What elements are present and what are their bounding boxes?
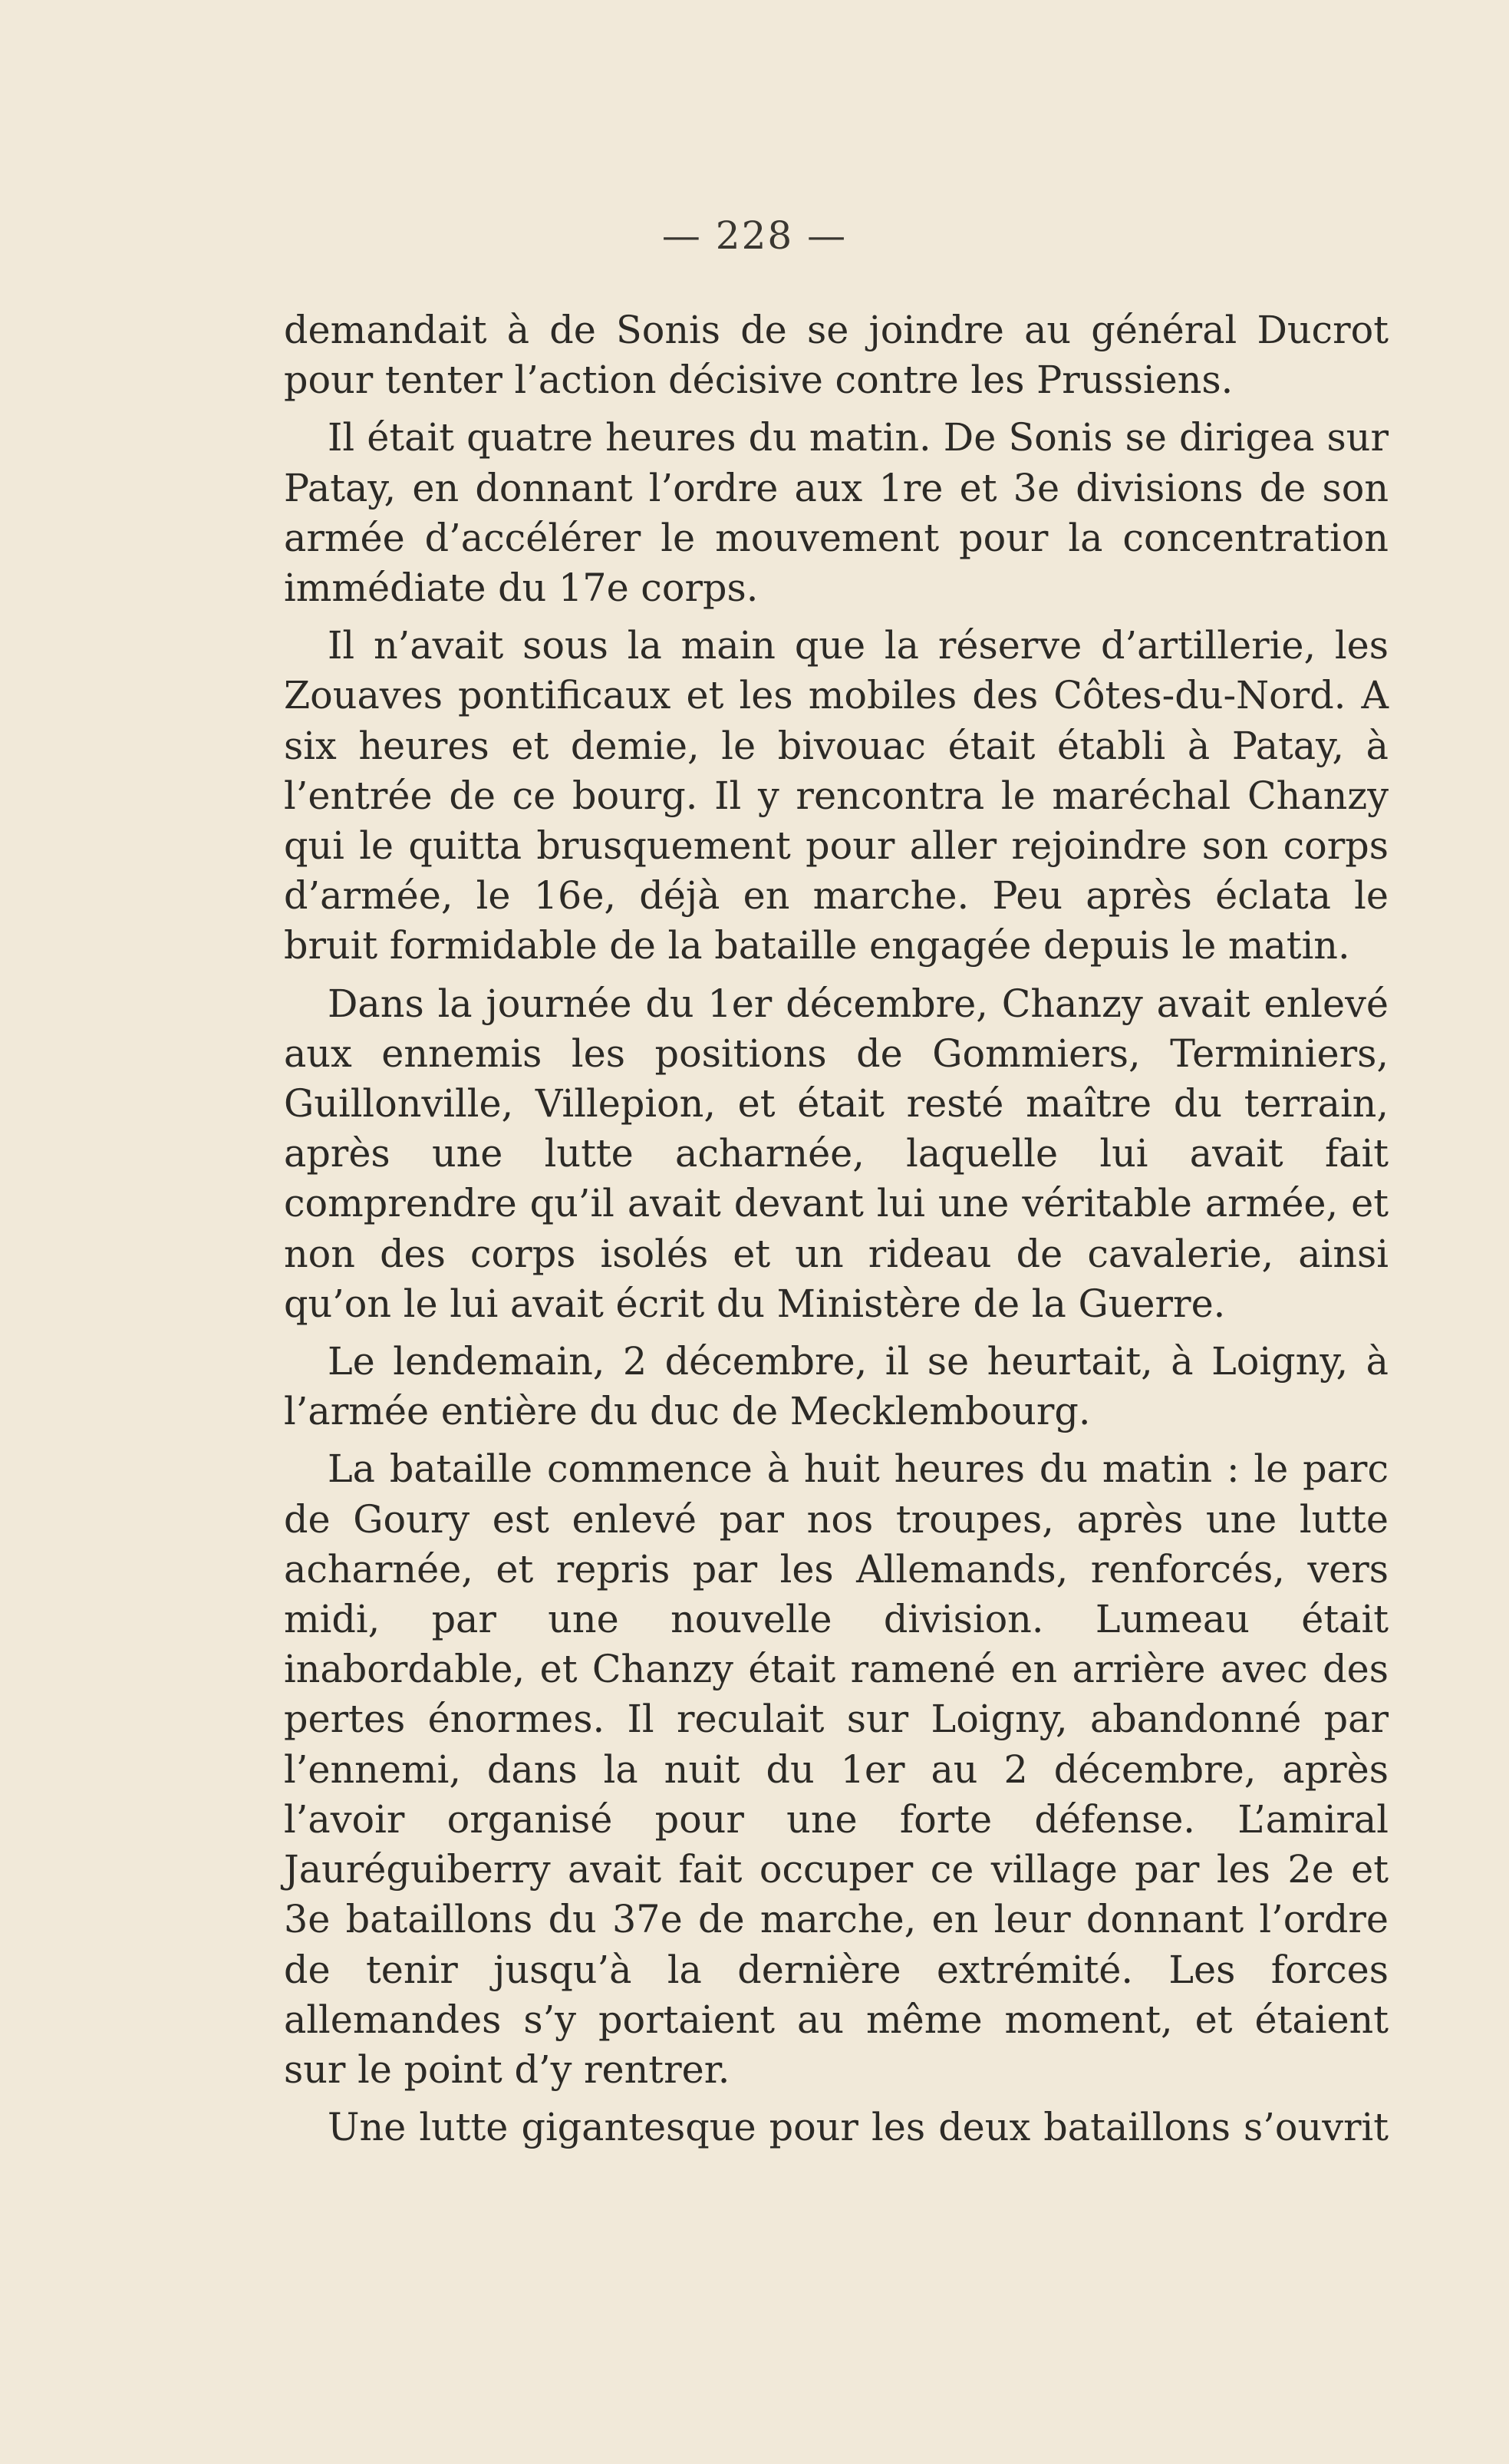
paragraph-1: demandait à de Sonis de se joindre au général Ducrot pour tenter l’action décisive contre les Prussiens. xyxy=(284,308,1389,403)
paragraph-4: Dans la journée du 1er décembre, Chanzy avait enlevé aux ennemis les positions de Gommiers, Terminiers, Guillonville, Villepion, et était resté maître du terrain, après une lutte acharnée, laquelle lui avait fait comprendre qu’il avait devant lui une véritable armée, et non des corps isolés et un rideau de cavalerie, ainsi qu’on le lui avait écrit du Ministère de la Guerre. xyxy=(284,981,1389,1326)
body-text xyxy=(284,305,1389,2160)
paragraph-7: Une lutte gigantesque pour les deux bataillons s’ouvrit xyxy=(328,2105,1389,2150)
paragraph-3: Il n’avait sous la main que la réserve d’artillerie, les Zouaves pontificaux et les mobiles des Côtes-du-Nord. A six heures et demie, le bivouac était établi à Patay, à l’entrée de ce bourg. Il y rencontra le maréchal Chanzy qui le quitta brusquement pour aller rejoindre son corps d’armée, le 16e, déjà en marche. Peu après éclata le bruit formidable de la bataille engagée depuis le matin. xyxy=(284,623,1389,968)
paragraph-2: Il était quatre heures du matin. De Sonis se dirigea sur Patay, en donnant l’ordre aux 1re et 3e divisions de son armée d’accélérer le mouvement pour la concentration immédiate du 17e corps. xyxy=(284,415,1389,611)
paragraph-6: La bataille commence à huit heures du matin : le parc de Goury est enlevé par nos troupes, après une lutte acharnée, et repris par les Allemands, renforcés, vers midi, par une nouvelle division. Lumeau était inabordable, et Chanzy était ramené en arrière avec des pertes énormes. Il reculait sur Loigny, abandonné par l’ennemi, dans la nuit du 1er au 2 décembre, après l’avoir organisé pour une forte défense. L’amiral Jauréguiberry avait fait occuper ce village par les 2e et 3e bataillons du 37e de marche, en leur donnant l’ordre de tenir jusqu’à la dernière extrémité. Les forces allemandes s’y portaient au même moment, et étaient sur le point d’y rentrer. xyxy=(284,1446,1389,2092)
paragraph-5: Le lendemain, 2 décembre, il se heurtait, à Loigny, à l’armée entière du duc de Mecklembourg. xyxy=(284,1339,1389,1434)
page-number: — 228 — xyxy=(661,213,848,258)
